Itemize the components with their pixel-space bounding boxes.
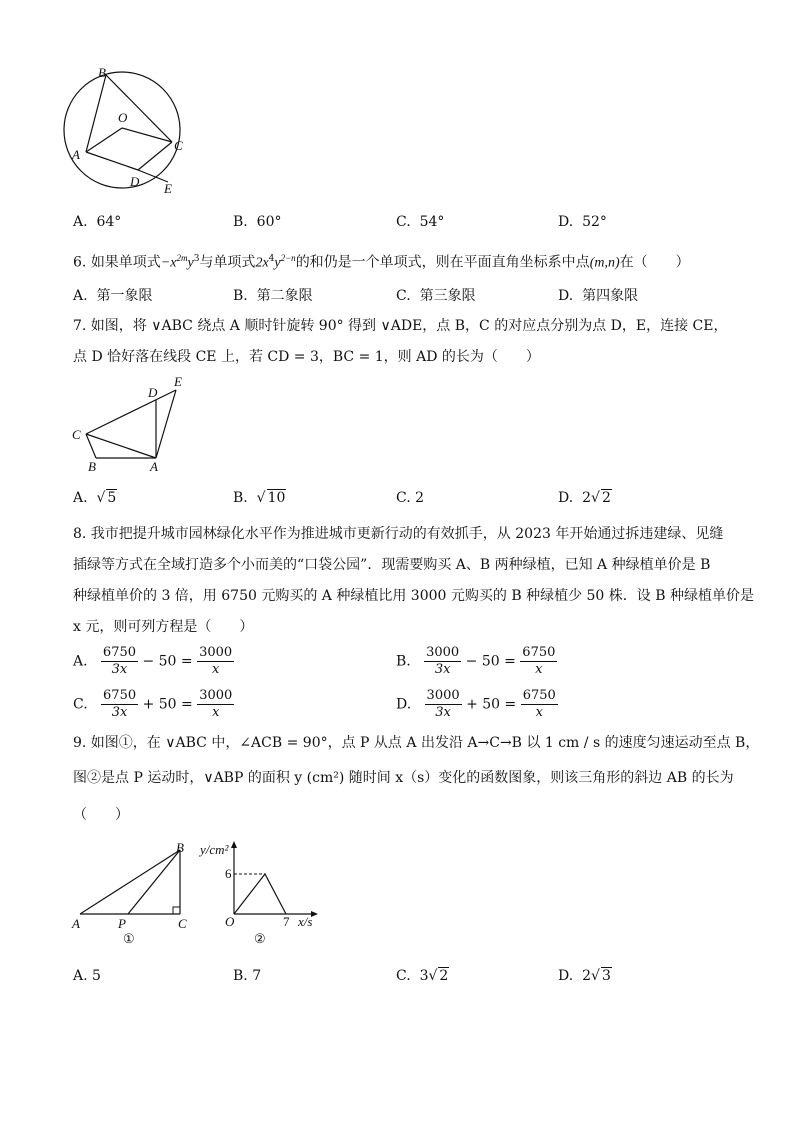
q9-option-d[interactable]: D. 2√ 3 <box>558 968 611 984</box>
q7-label-a: A <box>150 459 158 474</box>
q5-label-c: C <box>174 138 183 153</box>
q9-fig2-tick-7: 7 <box>283 914 290 929</box>
q6-stem: 6. 如果单项式$-x^{2m}y^3$与单项式$2x^4y^{2-n}$的和仍是一个单项式，则在平面直角坐标系中点(m,n)在（ ） <box>73 253 690 271</box>
q9-stem-line1: 9. 如图①，在 ∨ABC 中，∠ACB = 90°，点 P 从点 A 出发沿 A→C→B 以 1 cm / s 的速度匀速运动至点 B， <box>73 735 760 751</box>
q6-option-a[interactable]: A. 第一象限 <box>73 288 153 304</box>
q5-option-c[interactable]: C. 54° <box>396 214 445 230</box>
q9-fig2-origin: O <box>225 914 235 929</box>
q9-fig2-xlabel: x/s <box>298 914 313 929</box>
q8-option-b[interactable]: B. $\frac{3000}{3x}$ − 50 = $\frac{6750}{x}$ <box>396 645 556 677</box>
q9-option-c[interactable]: C. 3√ 2 <box>396 968 449 984</box>
q7-option-b[interactable]: B. √ 10 <box>233 490 286 506</box>
q8-option-a[interactable]: A. $\frac{6750}{3x}$ − 50 = $\frac{3000}{x}$ <box>73 645 233 677</box>
q7-quadrilateral-figure <box>66 372 196 476</box>
q8-option-d[interactable]: D. $\frac{3000}{3x}$ + 50 = $\frac{6750}{x}$ <box>396 688 556 720</box>
q5-option-d[interactable]: D. 52° <box>558 214 607 230</box>
q9-fig1-label-b: B <box>176 840 184 855</box>
q7-option-a[interactable]: A. √ 5 <box>73 490 117 506</box>
q5-label-d: D <box>130 174 140 189</box>
q9-stem-line2: 图②是点 P 运动时，∨ABP 的面积 y (cm²) 随时间 x（s）变化的函数图象，则该三角形的斜边 AB 的长为 <box>73 770 734 786</box>
q8-option-c[interactable]: C. $\frac{6750}{3x}$ + 50 = $\frac{3000}{x}$ <box>73 688 233 720</box>
q5-option-a[interactable]: A. 64° <box>73 214 122 230</box>
q6-option-c[interactable]: C. 第三象限 <box>396 288 476 304</box>
q7-stem-line2: 点 D 恰好落在线段 CE 上，若 CD = 3，BC = 1，则 AD 的长为（ ） <box>73 349 540 365</box>
q9-fig1-label-a: A <box>72 916 80 931</box>
q7-label-c: C <box>72 427 81 442</box>
q9-fig1-caption: ① <box>123 931 135 946</box>
q8-stem-line2: 插绿等方式在全域打造多个小而美的“口袋公园”．现需要购买 A、B 两种绿植，已知 A 种绿植单价是 B <box>73 557 711 573</box>
q5-option-b[interactable]: B. 60° <box>233 214 282 230</box>
q8-stem-line1: 8. 我市把提升城市园林绿化水平作为推进城市更新行动的有效抓手，从 2023 年开始通过拆违建绿、见缝 <box>73 526 724 542</box>
q6-option-d[interactable]: D. 第四象限 <box>558 288 639 304</box>
q5-circle-figure <box>60 60 200 200</box>
q7-stem-line1: 7. 如图，将 ∨ABC 绕点 A 顺时针旋转 90° 得到 ∨ADE，点 B，C 的对应点分别为点 D，E，连接 CE， <box>73 318 728 334</box>
q9-triangle-figure <box>66 836 206 948</box>
q7-label-d: D <box>148 385 158 400</box>
q5-label-a: A <box>72 147 80 162</box>
q7-option-c[interactable]: C. 2 <box>396 490 425 506</box>
q9-stem-line3: （ ） <box>73 807 129 823</box>
q8-stem-line3: 种绿植单价的 3 倍，用 6750 元购买的 A 种绿植比用 3000 元购买的 B 种绿植少 50 株．设 B 种绿植单价是 <box>73 588 754 604</box>
q5-label-b: B <box>98 65 106 80</box>
q6-option-b[interactable]: B. 第二象限 <box>233 288 313 304</box>
q9-graph-figure <box>198 836 328 948</box>
q5-label-e: E <box>164 181 172 196</box>
q9-option-a[interactable]: A. 5 <box>73 968 101 984</box>
q5-label-o: O <box>118 110 128 125</box>
q9-fig1-label-c: C <box>178 916 187 931</box>
q9-option-b[interactable]: B. 7 <box>233 968 262 984</box>
q7-label-e: E <box>174 374 182 389</box>
q9-fig1-label-p: P <box>118 916 126 931</box>
q9-fig2-caption: ② <box>254 931 266 946</box>
q7-option-d[interactable]: D. 2√ 2 <box>558 490 611 506</box>
q7-label-b: B <box>88 459 96 474</box>
q9-fig2-tick-6: 6 <box>225 866 232 881</box>
q8-stem-line4: x 元，则可列方程是（ ） <box>73 619 254 635</box>
q9-fig2-ylabel: y/cm² <box>200 842 229 857</box>
